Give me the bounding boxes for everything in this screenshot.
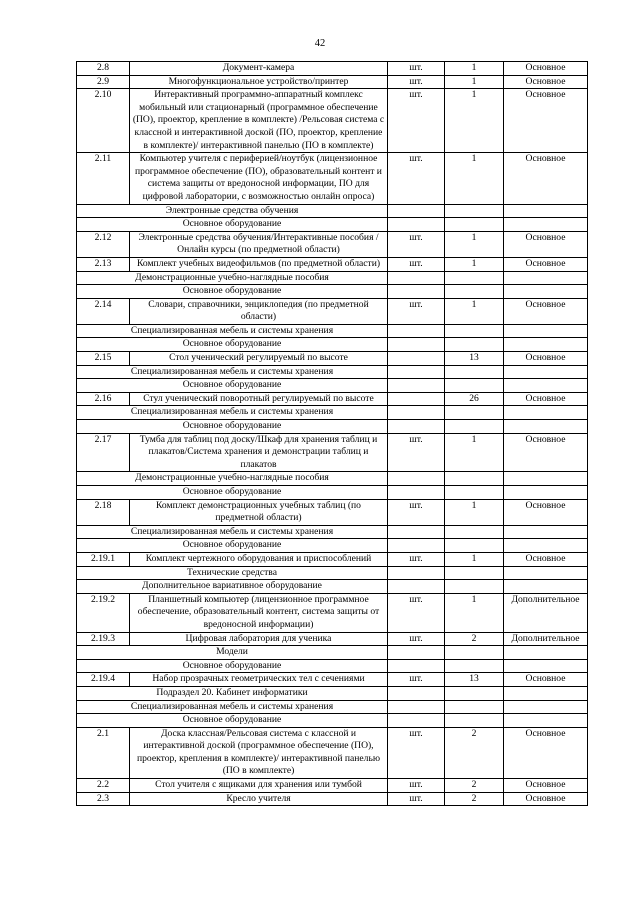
empty-cell [388,659,445,673]
section-title: Основное оборудование [77,285,388,299]
table-row [77,499,588,525]
empty-cell [388,539,445,553]
item-unit: шт. [388,153,445,204]
item-number: 2.17 [77,433,130,472]
section-row [77,714,588,728]
empty-cell [388,285,445,299]
table-row [77,779,588,793]
table-row [77,673,588,687]
section-row [77,486,588,500]
equipment-table-body [77,62,588,806]
item-type: Основное [504,75,588,89]
item-unit: шт. [388,75,445,89]
section-row [77,271,588,285]
empty-cell [388,714,445,728]
section-title: Специализированная мебель и системы хранения [77,406,388,420]
empty-cell [445,420,504,434]
item-quantity: 1 [445,298,504,324]
section-row [77,338,588,352]
item-quantity: 1 [445,62,504,76]
empty-cell [504,486,588,500]
item-number: 2.14 [77,298,130,324]
empty-cell [445,646,504,660]
table-row [77,792,588,806]
section-row [77,472,588,486]
section-title: Модели [77,646,388,660]
section-title: Электронные средства обучения [77,204,388,218]
item-type: Основное [504,673,588,687]
empty-cell [445,539,504,553]
item-name: Многофункциональное устройство/принтер [130,75,388,89]
table-row [77,62,588,76]
section-title: Основное оборудование [77,218,388,232]
empty-cell [388,472,445,486]
table-row [77,153,588,204]
item-name: Планшетный компьютер (лицензионное программное обеспечение, образовательный контент, система защиты от вредоносной информации) [130,593,388,632]
empty-cell [504,646,588,660]
empty-cell [445,566,504,580]
empty-cell [388,646,445,660]
item-type: Основное [504,792,588,806]
item-type: Основное [504,727,588,778]
section-title: Специализированная мебель и системы хранения [77,525,388,539]
section-row [77,420,588,434]
item-name: Набор прозрачных геометрических тел с сечениями [130,673,388,687]
table-row [77,632,588,646]
item-quantity: 1 [445,593,504,632]
empty-cell [445,714,504,728]
empty-cell [445,285,504,299]
empty-cell [445,659,504,673]
section-title: Основное оборудование [77,659,388,673]
item-unit: шт. [388,673,445,687]
item-unit [388,392,445,406]
item-quantity: 2 [445,632,504,646]
item-number: 2.3 [77,792,130,806]
empty-cell [504,338,588,352]
empty-cell [504,420,588,434]
section-row [77,324,588,338]
item-number: 2.18 [77,499,130,525]
item-number: 2.19.3 [77,632,130,646]
item-quantity: 2 [445,727,504,778]
empty-cell [504,659,588,673]
item-unit: шт. [388,298,445,324]
empty-cell [445,324,504,338]
empty-cell [445,271,504,285]
table-row [77,392,588,406]
item-quantity: 2 [445,792,504,806]
table-row [77,89,588,153]
item-name: Стол учителя с ящиками для хранения или тумбой [130,779,388,793]
item-quantity: 1 [445,433,504,472]
table-row [77,298,588,324]
section-row [77,379,588,393]
empty-cell [504,472,588,486]
empty-cell [504,285,588,299]
item-quantity: 2 [445,779,504,793]
empty-cell [504,714,588,728]
empty-cell [388,700,445,714]
empty-cell [388,324,445,338]
empty-cell [504,566,588,580]
item-name: Компьютер учителя с периферией/ноутбук (лицензионное программное обеспечение (ПО), образовательный контент и система защиты от вредоносной информации, ПО для цифровой лаборатории, с возможностью онлайн опроса) [130,153,388,204]
empty-cell [504,379,588,393]
empty-cell [388,525,445,539]
empty-cell [445,700,504,714]
empty-cell [388,566,445,580]
empty-cell [388,338,445,352]
item-quantity: 1 [445,231,504,257]
empty-cell [504,525,588,539]
item-name: Словари, справочники, энциклопедия (по предметной области) [130,298,388,324]
item-unit: шт. [388,792,445,806]
section-title: Основное оборудование [77,420,388,434]
empty-cell [388,406,445,420]
item-type: Основное [504,257,588,271]
empty-cell [504,406,588,420]
item-type: Дополнительное [504,593,588,632]
item-type: Основное [504,499,588,525]
item-unit: шт. [388,552,445,566]
item-number: 2.19.4 [77,673,130,687]
table-row [77,593,588,632]
table-row [77,75,588,89]
table-row [77,257,588,271]
table-row [77,231,588,257]
section-row [77,659,588,673]
empty-cell [388,379,445,393]
item-quantity: 1 [445,75,504,89]
item-unit: шт. [388,62,445,76]
item-number: 2.15 [77,352,130,366]
empty-cell [504,580,588,594]
item-name: Комплект демонстрационных учебных таблиц (по предметной области) [130,499,388,525]
empty-cell [445,686,504,700]
section-title: Технические средства [77,566,388,580]
section-row [77,218,588,232]
item-type: Основное [504,231,588,257]
item-unit: шт. [388,231,445,257]
empty-cell [504,686,588,700]
item-name: Тумба для таблиц под доску/Шкаф для хранения таблиц и плакатов/Система хранения и демонстрации таблиц и плакатов [130,433,388,472]
item-number: 2.12 [77,231,130,257]
section-row [77,539,588,553]
section-title: Демонстрационные учебно-наглядные пособия [77,472,388,486]
section-row [77,204,588,218]
section-title: Основное оборудование [77,714,388,728]
item-number: 2.9 [77,75,130,89]
item-quantity: 1 [445,89,504,153]
item-number: 2.16 [77,392,130,406]
item-unit: шт. [388,257,445,271]
empty-cell [445,580,504,594]
table-row [77,352,588,366]
item-type: Основное [504,352,588,366]
empty-cell [445,204,504,218]
empty-cell [504,539,588,553]
item-type: Основное [504,433,588,472]
empty-cell [504,204,588,218]
item-quantity: 1 [445,499,504,525]
empty-cell [388,420,445,434]
item-number: 2.19.2 [77,593,130,632]
item-type: Основное [504,89,588,153]
section-row [77,285,588,299]
item-quantity: 1 [445,257,504,271]
item-number: 2.13 [77,257,130,271]
empty-cell [445,218,504,232]
item-unit: шт. [388,593,445,632]
section-row [77,525,588,539]
empty-cell [445,525,504,539]
item-quantity: 13 [445,673,504,687]
item-name: Интерактивный программно-аппаратный комплекс мобильный или стационарный (программное обеспечение (ПО), проектор, крепление в комплекте) /Рельсовая система с классной и интерактивной доской (ПО, проектор, крепление в комплекте)/ интерактивной панелью (ПО в комплекте) [130,89,388,153]
empty-cell [445,379,504,393]
empty-cell [445,406,504,420]
item-unit [388,352,445,366]
item-type: Основное [504,392,588,406]
item-name: Доска классная/Рельсовая система с классной и интерактивной доской (программное обеспечение (ПО), проектор, крепления в комплекте)/ интерактивной панелью (ПО в комплекте) [130,727,388,778]
item-quantity: 26 [445,392,504,406]
section-title: Основное оборудование [77,379,388,393]
item-number: 2.1 [77,727,130,778]
page-number: 42 [314,38,326,49]
empty-cell [388,271,445,285]
item-number: 2.19.1 [77,552,130,566]
item-unit: шт. [388,499,445,525]
item-name: Комплект учебных видеофильмов (по предметной области) [130,257,388,271]
section-title: Подраздел 20. Кабинет информатики [77,686,388,700]
empty-cell [445,338,504,352]
empty-cell [504,218,588,232]
item-quantity: 1 [445,153,504,204]
section-title: Специализированная мебель и системы хранения [77,700,388,714]
section-title: Основное оборудование [77,486,388,500]
section-title: Специализированная мебель и системы хранения [77,324,388,338]
item-name: Кресло учителя [130,792,388,806]
item-type: Дополнительное [504,632,588,646]
item-number: 2.2 [77,779,130,793]
section-title: Основное оборудование [77,338,388,352]
item-quantity: 13 [445,352,504,366]
empty-cell [504,271,588,285]
empty-cell [445,365,504,379]
item-unit: шт. [388,779,445,793]
item-quantity: 1 [445,552,504,566]
section-row [77,566,588,580]
section-row [77,700,588,714]
table-row [77,727,588,778]
empty-cell [388,686,445,700]
item-name: Стол ученический регулируемый по высоте [130,352,388,366]
item-type: Основное [504,552,588,566]
item-name: Электронные средства обучения/Интерактивные пособия / Онлайн курсы (по предметной области) [130,231,388,257]
table-row [77,552,588,566]
table-row [77,433,588,472]
section-row [77,686,588,700]
empty-cell [388,204,445,218]
section-row [77,646,588,660]
item-type: Основное [504,298,588,324]
item-unit: шт. [388,632,445,646]
empty-cell [388,218,445,232]
section-row [77,365,588,379]
item-name: Цифровая лаборатория для ученика [130,632,388,646]
item-name: Документ-камера [130,62,388,76]
item-number: 2.10 [77,89,130,153]
empty-cell [445,486,504,500]
section-title: Специализированная мебель и системы хранения [77,365,388,379]
empty-cell [388,365,445,379]
item-name: Стул ученический поворотный регулируемый по высоте [130,392,388,406]
section-row [77,580,588,594]
item-type: Основное [504,779,588,793]
empty-cell [388,486,445,500]
section-title: Основное оборудование [77,539,388,553]
item-unit: шт. [388,727,445,778]
empty-cell [504,324,588,338]
item-type: Основное [504,62,588,76]
item-number: 2.8 [77,62,130,76]
item-type: Основное [504,153,588,204]
empty-cell [504,365,588,379]
empty-cell [504,700,588,714]
section-title: Дополнительное вариативное оборудование [77,580,388,594]
section-row [77,406,588,420]
section-title: Демонстрационные учебно-наглядные пособия [77,271,388,285]
item-number: 2.11 [77,153,130,204]
empty-cell [388,580,445,594]
item-unit: шт. [388,89,445,153]
item-name: Комплект чертежного оборудования и приспособлений [130,552,388,566]
equipment-table [76,61,588,806]
item-unit: шт. [388,433,445,472]
empty-cell [445,472,504,486]
